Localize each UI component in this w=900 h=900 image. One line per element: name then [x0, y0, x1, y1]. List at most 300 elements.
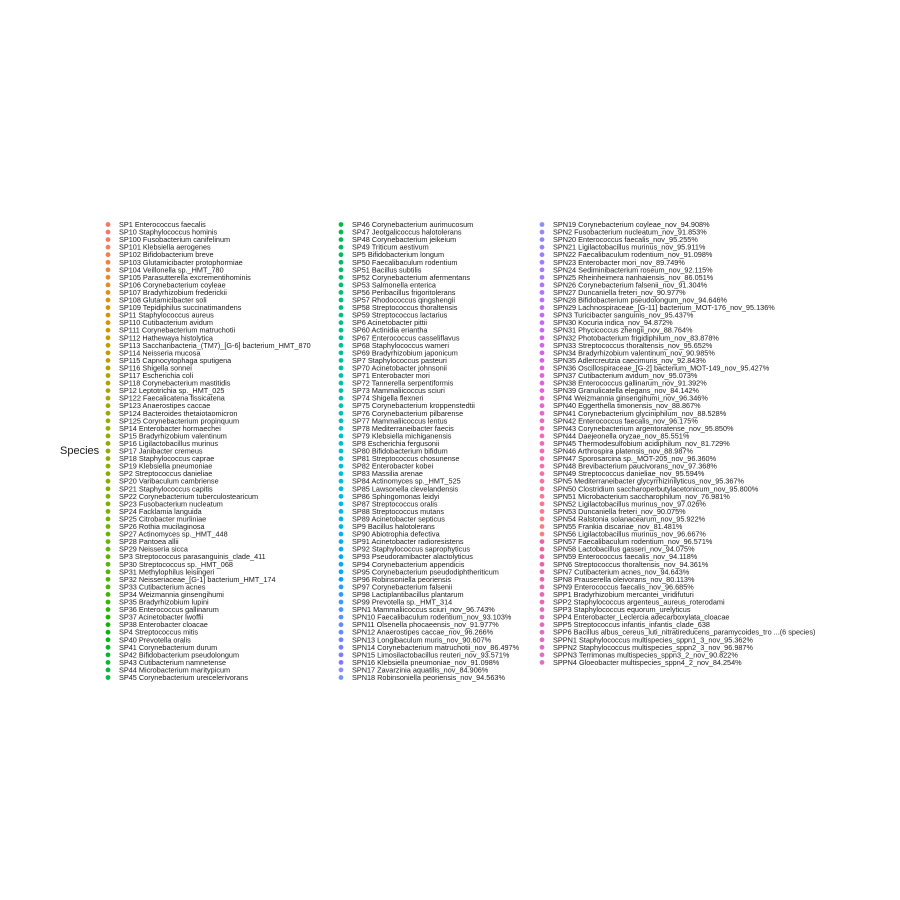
legend-swatch	[339, 479, 344, 484]
legend-swatch	[339, 418, 344, 423]
legend-label: SPN22 Faecalibaculum rodentium_nov_91.098%	[553, 250, 713, 260]
legend-label: SP97 Corynebacterium falsenii	[352, 582, 453, 592]
legend-swatch	[339, 320, 344, 325]
legend-swatch	[106, 645, 111, 650]
legend-label: SP85 Lawsonella clevelandensis	[352, 484, 459, 494]
legend-label: SP98 Lactiplantibacillus plantarum	[352, 589, 464, 599]
legend-swatch	[540, 645, 545, 650]
legend-label: SPN36 Oscillospiraceae_[G-2] bacterium_MOT-149_nov_95.427%	[553, 363, 770, 373]
legend-label: SPP5 Streptococcus infantis_infantis_clade_638	[553, 620, 710, 630]
legend-swatch	[339, 267, 344, 272]
legend-swatch	[339, 290, 344, 295]
legend-label: SPN51 Microbacterium saccharophilum_nov_76.981%	[553, 491, 730, 501]
legend-label: SP86 Sphingomonas leidyi	[352, 491, 440, 501]
legend-label: SP51 Bacillus subtilis	[352, 265, 422, 275]
legend-swatch	[106, 260, 111, 265]
legend-label: SPN25 Rheinheimera nanhaiensis_nov_86.051%	[553, 272, 714, 282]
legend-label: SP29 Neisseria sicca	[119, 544, 188, 554]
legend-label: SP96 Robinsoniella peoriensis	[352, 574, 451, 584]
legend-label: SPN23 Enterobacter mori_nov_89.749%	[553, 257, 685, 267]
legend-swatch	[540, 290, 545, 295]
legend-swatch	[540, 464, 545, 469]
legend-label: SP42 Bifidobacterium pseudolongum	[119, 650, 240, 660]
legend-swatch	[339, 668, 344, 673]
legend-label: SP102 Bifidobacterium breve	[119, 250, 214, 260]
legend-label: SP79 Klebsiella michiganensis	[352, 431, 452, 441]
legend-label: SP26 Rothia mucilaginosa	[119, 522, 205, 531]
legend-label: SP91 Acinetobacter radioresistens	[352, 537, 464, 547]
legend-swatch	[106, 501, 111, 506]
legend-swatch	[106, 524, 111, 529]
legend-swatch	[540, 449, 545, 454]
legend-label: SP40 Prevotella oralis	[119, 635, 191, 645]
legend-swatch	[339, 464, 344, 469]
legend-swatch	[540, 335, 545, 340]
legend-swatch	[106, 637, 111, 642]
legend-label: SPN26 Corynebacterium falsenii_nov_91.304%	[553, 280, 708, 290]
legend-swatch	[106, 486, 111, 491]
legend-swatch	[106, 479, 111, 484]
legend-swatch	[106, 569, 111, 574]
legend-label: SP27 Actinomyces sp._HMT_448	[119, 529, 228, 539]
legend-label: SP22 Corynebacterium tuberculostearicum	[119, 491, 259, 501]
legend-swatch	[339, 411, 344, 416]
legend-swatch	[339, 630, 344, 635]
legend-swatch	[540, 630, 545, 635]
legend-label: SP50 Faecalibaculum rodentium	[352, 257, 458, 267]
legend-label: SP76 Corynebacterium pilbarense	[352, 408, 464, 418]
legend-swatch	[540, 388, 545, 393]
legend-swatch	[106, 230, 111, 235]
legend-swatch	[540, 652, 545, 657]
legend-label: SP125 Corynebacterium propinquum	[119, 416, 240, 426]
legend-swatch	[339, 350, 344, 355]
legend-label: SPN28 Bifidobacterium pseudolongum_nov_94.646%	[553, 295, 728, 305]
legend-swatch	[540, 373, 545, 378]
legend-label: SP72 Tannerella serpentiformis	[352, 378, 454, 388]
legend-swatch	[339, 494, 344, 499]
legend-swatch	[106, 313, 111, 318]
legend-label: SPP1 Bradyrhizobium mercantei_viridifuturi	[553, 589, 694, 599]
legend-swatch	[106, 343, 111, 348]
legend-swatch	[106, 290, 111, 295]
legend-swatch	[339, 652, 344, 657]
legend-label: SP114 Neisseria mucosa	[119, 348, 201, 358]
legend-label: SP82 Enterobacter kobei	[352, 461, 434, 471]
legend-label: SPN27 Duncaniella freteri_nov_90.977%	[553, 287, 686, 297]
legend-swatch	[540, 592, 545, 597]
legend-label: SP3 Streptococcus parasanguinis_clade_411	[119, 552, 266, 562]
legend-label: SP16 Ligilactobacillus murinus	[119, 438, 218, 448]
legend-swatch	[540, 305, 545, 310]
legend-label: SP75 Corynebacterium kroppenstedtii	[352, 401, 475, 411]
legend-label: SP89 Acinetobacter septicus	[352, 514, 445, 524]
legend-label: SPP3 Staphylococcus equorum_urelyticus	[553, 605, 691, 615]
legend-swatch	[106, 509, 111, 514]
legend-swatch	[339, 335, 344, 340]
legend-swatch	[339, 501, 344, 506]
legend-label: SPN30 Kocuria indica_nov_94.872%	[553, 318, 673, 328]
legend-swatch	[339, 660, 344, 665]
legend-swatch	[540, 517, 545, 522]
legend-swatch	[106, 366, 111, 371]
legend-swatch	[540, 486, 545, 491]
legend-swatch	[106, 585, 111, 590]
legend-swatch	[339, 222, 344, 227]
legend-label: SP19 Klebsiella pneumoniae	[119, 461, 213, 471]
legend-swatch	[339, 403, 344, 408]
legend-label: SP93 Pseudoramibacter alactolyticus	[352, 552, 473, 562]
legend-label: SP4 Streptococcus mitis	[119, 627, 199, 637]
legend-label: SP123 Anaerostipes caccae	[119, 401, 211, 411]
legend-swatch	[106, 577, 111, 582]
legend-swatch	[106, 373, 111, 378]
legend-swatch	[106, 456, 111, 461]
legend-label: SP5 Bifidobacterium longum	[352, 250, 445, 260]
legend-label: SP105 Parasutterella excrementihominis	[119, 272, 251, 282]
legend-swatch	[339, 449, 344, 454]
legend-swatch	[339, 366, 344, 371]
legend-swatch	[339, 585, 344, 590]
legend-label: SPPN1 Staphylococcus multispecies_sppn1_3_nov_95.362%	[553, 635, 753, 645]
legend-swatch	[540, 569, 545, 574]
legend-swatch	[540, 501, 545, 506]
legend-swatch	[540, 298, 545, 303]
legend-label: SPN38 Enterococcus gallinarum_nov_91.392%	[553, 378, 707, 388]
legend-swatch	[540, 230, 545, 235]
legend-swatch	[106, 494, 111, 499]
legend-label: SP12 Leptotrichia sp._HMT_025	[119, 386, 225, 396]
legend-label: SP56 Peribacillus frigoritolerans	[352, 287, 456, 297]
legend-swatch	[339, 252, 344, 257]
legend-label: SPN17 Zavarzinia aquatilis_nov_84.906%	[352, 665, 489, 675]
legend-swatch	[540, 252, 545, 257]
legend-label: SPN33 Streptococcus thoraltensis_nov_95.652%	[553, 340, 713, 350]
legend-swatch	[339, 441, 344, 446]
legend-swatch	[540, 479, 545, 484]
legend-label: SPN18 Robinsoniella peoriensis_nov_94.563%	[352, 673, 505, 682]
legend-swatch	[339, 456, 344, 461]
legend-swatch	[540, 343, 545, 348]
legend-label: SP18 Staphylococcus caprae	[119, 454, 215, 464]
legend-swatch	[540, 600, 545, 605]
legend-swatch	[540, 532, 545, 537]
legend-label: SPN3 Turicibacter sanguinis_nov_95.437%	[553, 310, 694, 320]
legend-label: SP83 Massilia arenae	[352, 469, 423, 479]
legend-label: SPN6 Streptococcus thoraltensis_nov_94.361%	[553, 559, 709, 569]
legend-swatch	[339, 532, 344, 537]
legend-label: SP41 Corynebacterium durum	[119, 642, 218, 652]
legend-label: SPN12 Anaerostipes caccae_nov_96.266%	[352, 627, 494, 637]
legend-swatch	[339, 554, 344, 559]
legend-swatch	[106, 350, 111, 355]
legend-label: SPN31 Phycicoccus zhengii_nov_88.764%	[553, 325, 693, 335]
legend-label: SP100 Fusobacterium canifelinum	[119, 235, 231, 245]
legend-swatch	[106, 630, 111, 635]
legend-swatch	[339, 471, 344, 476]
legend-label: SP94 Corynebacterium appendicis	[352, 559, 465, 569]
legend-label: SP101 Klebsiella aerogenes	[119, 242, 211, 252]
legend-swatch	[540, 403, 545, 408]
legend-swatch	[540, 539, 545, 544]
legend-label: SPN2 Fusobacterium nucleatum_nov_91.853%	[553, 227, 707, 237]
legend-label: SP34 Weizmannia ginsengihumi	[119, 589, 224, 599]
legend-label: SP43 Cutibacterium namnetense	[119, 657, 227, 667]
legend-swatch	[540, 494, 545, 499]
legend-label: SP78 Mediterraneibacter faecis	[352, 423, 454, 433]
legend-label: SP118 Corynebacterium mastitidis	[119, 378, 231, 388]
legend-label: SP31 Methylophilus leisingeri	[119, 567, 215, 577]
legend-swatch	[106, 320, 111, 325]
legend-label: SP88 Streptococcus mutans	[352, 506, 445, 516]
legend-swatch	[339, 562, 344, 567]
legend-label: SP70 Acinetobacter johnsonii	[352, 363, 447, 373]
legend-swatch	[106, 396, 111, 401]
legend-swatch	[540, 471, 545, 476]
legend-swatch	[540, 554, 545, 559]
legend-label: SPN10 Faecalibaculum rodentium_nov_93.103%	[352, 612, 512, 622]
legend-label: SPN48 Brevibacterium paucivorans_nov_97.368%	[553, 461, 717, 471]
legend-swatch	[106, 592, 111, 597]
legend-label: SP48 Corynebacterium jeikeium	[352, 235, 457, 245]
legend-label: SP87 Streptococcus oralis	[352, 499, 438, 509]
legend-swatch	[339, 524, 344, 529]
legend-label: SPN11 Olsenella phocaeensis_nov_91.977%	[352, 620, 499, 630]
legend-swatch	[339, 275, 344, 280]
legend-swatch	[106, 275, 111, 280]
legend-label: SP20 Varibaculum cambriense	[119, 476, 219, 486]
legend-label: SPN42 Enterococcus faecalis_nov_96.175%	[553, 416, 698, 426]
legend-swatch	[540, 237, 545, 242]
legend-swatch	[540, 381, 545, 386]
legend-swatch	[540, 577, 545, 582]
legend-swatch	[540, 660, 545, 665]
legend-label: SP59 Streptococcus lactarius	[352, 310, 448, 320]
legend-swatch	[339, 396, 344, 401]
legend-label: SP32 Neisseriaceae_[G-1] bacterium_HMT_174	[119, 574, 276, 584]
legend-swatch	[106, 668, 111, 673]
legend-swatch	[540, 637, 545, 642]
legend-label: SPN39 Granulicatella elegans_nov_84.142%	[553, 386, 700, 396]
legend-label: SPN41 Corynebacterium glyciniphilum_nov_88.528%	[553, 408, 727, 418]
legend-label: SP117 Escherichia coli	[119, 371, 194, 380]
legend-swatch	[339, 298, 344, 303]
legend-label: SP45 Corynebacterium ureicelerivorans	[119, 673, 248, 682]
legend-swatch	[106, 554, 111, 559]
legend-label: SP111 Corynebacterium matruchotii	[119, 325, 236, 335]
legend-entries	[106, 220, 816, 682]
legend-label: SP6 Acinetobacter pittii	[352, 318, 428, 328]
legend-label: SP52 Corynebacterium afermentans	[352, 272, 471, 282]
legend-swatch	[540, 456, 545, 461]
legend-label: SP1 Enterococcus faecalis	[119, 220, 206, 229]
legend-label: SP24 Facklamia languida	[119, 506, 202, 516]
legend-swatch	[339, 381, 344, 386]
legend-swatch	[339, 305, 344, 310]
legend-label: SPN54 Ralstonia solanacearum_nov_95.922%	[553, 514, 706, 524]
legend-label: SPN19 Corynebacterium coyleae_nov_94.908%	[553, 220, 710, 229]
legend-swatch	[106, 675, 111, 680]
legend-swatch	[540, 396, 545, 401]
legend-label: SPN40 Eggerthella timonensis_nov_88.867%	[553, 401, 701, 411]
legend-swatch	[540, 245, 545, 250]
legend-label: SP122 Faecalicatena fissicatena	[119, 393, 225, 403]
legend-label: SPN44 Daejeonella oryzae_nov_85.551%	[553, 431, 690, 441]
legend-swatch	[540, 418, 545, 423]
legend-label: SPN34 Bradyrhizobium valentinum_nov_90.985%	[553, 348, 715, 358]
legend-swatch	[540, 509, 545, 514]
legend-label: SPPN4 Gloeobacter multispecies_sppn4_2_nov_84.254%	[553, 657, 742, 667]
legend-swatch	[540, 547, 545, 552]
legend-label: SP81 Streptococcus chosunense	[352, 454, 460, 464]
legend-label: SP9 Bacillus halotolerans	[352, 522, 435, 531]
legend-swatch	[339, 328, 344, 333]
legend-label: SP107 Bradyrhizobium frederickii	[119, 287, 227, 297]
legend-label: SP113 Saccharibacteria_(TM7)_[G-6] bacterium_HMT_870	[119, 340, 311, 350]
legend-swatch	[339, 283, 344, 288]
legend-label: SP11 Staphylococcus aureus	[119, 310, 214, 320]
legend-swatch	[540, 622, 545, 627]
legend-swatch	[540, 283, 545, 288]
legend-swatch	[339, 343, 344, 348]
legend-swatch	[339, 645, 344, 650]
legend-label: SP60 Actinidia eriantha	[352, 325, 428, 335]
legend-label: SPN53 Duncaniella freteri_nov_90.075%	[553, 506, 686, 516]
legend-label: SP103 Glutamicibacter protophormiae	[119, 257, 243, 267]
legend-swatch	[106, 283, 111, 288]
legend-label: SP104 Veillonella sp._HMT_780	[119, 265, 224, 275]
legend-swatch	[339, 569, 344, 574]
legend-swatch	[339, 313, 344, 318]
legend-swatch	[339, 615, 344, 620]
legend-label: SPN4 Weizmannia ginsengihumi_nov_96.346%	[553, 393, 708, 403]
legend-label: SP109 Tepidiphilus succinatimandens	[119, 303, 242, 313]
legend-swatch	[540, 411, 545, 416]
legend-label: SPN59 Enterococcus faecalis_nov_94.118%	[553, 552, 698, 562]
legend-label: SP84 Actinomyces sp._HMT_525	[352, 476, 461, 486]
legend-label: SPN20 Enterococcus faecalis_nov_95.255%	[553, 235, 698, 245]
legend-label: SP38 Enterobacter cloacae	[119, 620, 208, 630]
legend-label: SP33 Cutibacterium acnes	[119, 582, 206, 592]
legend-label: SP2 Streptococcus danieliae	[119, 469, 213, 479]
legend-swatch	[540, 441, 545, 446]
legend-swatch	[106, 607, 111, 612]
legend-label: SPN45 Thermodesulfobium acidiphilum_nov_81.729%	[553, 438, 730, 448]
legend-label: SP67 Enterococcus casseliflavus	[352, 333, 460, 343]
legend-label: SP30 Streptococcus sp._HMT_068	[119, 559, 233, 569]
legend-swatch	[540, 524, 545, 529]
legend-label: SP90 Abiotrophia defectiva	[352, 529, 440, 539]
legend-swatch	[339, 577, 344, 582]
legend-swatch	[106, 222, 111, 227]
legend-label: SP49 Triticum aestivum	[352, 242, 429, 252]
legend-swatch	[106, 449, 111, 454]
legend-swatch	[339, 486, 344, 491]
legend-label: SP21 Staphylococcus capitis	[119, 484, 213, 494]
legend-label: SP95 Corynebacterium pseudodiphtheriticum	[352, 567, 499, 577]
legend-swatch	[540, 585, 545, 590]
legend-label: SPN21 Ligilactobacillus murinus_nov_95.911%	[553, 242, 706, 252]
legend-label: SP77 Mammaliicoccus lentus	[352, 416, 448, 426]
legend-label: SP17 Janibacter cremeus	[119, 446, 203, 456]
legend-swatch	[540, 275, 545, 280]
legend-swatch	[339, 358, 344, 363]
legend-swatch	[106, 358, 111, 363]
legend-label: SP124 Bacteroides thetaiotaomicron	[119, 408, 238, 418]
legend-swatch	[540, 313, 545, 318]
legend-swatch	[339, 600, 344, 605]
legend-label: SPN9 Enterococcus faecalis_nov_96.685%	[553, 582, 694, 592]
legend-label: SPN47 Sporosarcina sp._MOT-205_nov_96.360%	[553, 454, 717, 464]
legend-label: SPN14 Corynebacterium matruchotii_nov_86.497%	[352, 642, 520, 652]
legend-swatch	[106, 547, 111, 552]
legend-label: SPN46 Arthrospira platensis_nov_88.987%	[553, 446, 693, 456]
legend-swatch	[540, 426, 545, 431]
legend-label: SPN56 Ligilactobacillus murinus_nov_96.667%	[553, 529, 706, 539]
legend-label: SP106 Corynebacterium coyleae	[119, 280, 226, 290]
legend-label: SP68 Staphylococcus warneri	[352, 340, 449, 350]
legend-label: SP37 Acinetobacter lwoffii	[119, 612, 204, 622]
legend-swatch	[106, 532, 111, 537]
legend-label: SP115 Capnocytophaga sputigena	[119, 355, 232, 365]
legend-swatch	[106, 298, 111, 303]
legend-label: SPN35 Adlercreutzia caecimuris_nov_92.843%	[553, 355, 706, 365]
legend-swatch	[339, 539, 344, 544]
legend-swatch	[106, 600, 111, 605]
legend-label: SPN1 Mammaliicoccus sciuri_nov_96.743%	[352, 605, 495, 615]
legend-label: SPP4 Enterobacter_Leclercia adecarboxylata_cloacae	[553, 612, 730, 622]
legend-swatch	[339, 592, 344, 597]
legend-label: SP116 Shigella sonnei	[119, 363, 192, 373]
legend-label: SP99 Prevotella sp._HMT_314	[352, 597, 453, 607]
legend-swatch	[106, 305, 111, 310]
legend-label: SPN16 Klebsiella pneumoniae_nov_91.098%	[352, 657, 500, 667]
legend-swatch	[106, 411, 111, 416]
legend-swatch	[540, 320, 545, 325]
legend-label: SP8 Escherichia fergusonii	[352, 438, 440, 448]
legend-label: SPN32 Photobacterium frigidiphilum_nov_83.878%	[553, 333, 719, 343]
legend-swatch	[339, 237, 344, 242]
legend-label: SPN7 Cutibacterium acnes_nov_94.643%	[553, 567, 690, 577]
legend-label: SP73 Mammaliicoccus sciuri	[352, 386, 445, 396]
legend-swatch	[106, 622, 111, 627]
legend-swatch	[106, 237, 111, 242]
legend-label: SP15 Bradyrhizobium valentinum	[119, 431, 227, 441]
legend-swatch	[540, 562, 545, 567]
legend-label: SPN52 Ligilactobacillus murinus_nov_97.026%	[553, 499, 706, 509]
legend-swatch	[540, 358, 545, 363]
legend-swatch	[339, 637, 344, 642]
legend-swatch	[339, 622, 344, 627]
legend-swatch	[106, 615, 111, 620]
legend-swatch	[106, 267, 111, 272]
legend-swatch	[339, 607, 344, 612]
legend-label: SPN50 Clostridium saccharoperbutylacetonicum_nov_95.800%	[553, 484, 759, 494]
legend-label: SP36 Enterococcus gallinarum	[119, 605, 219, 615]
legend-swatch	[106, 539, 111, 544]
legend-swatch	[540, 434, 545, 439]
legend-swatch	[540, 222, 545, 227]
legend-swatch	[106, 434, 111, 439]
legend-swatch	[106, 252, 111, 257]
legend-swatch	[106, 660, 111, 665]
legend-label: SPN55 Frankia discariae_nov_81.481%	[553, 522, 683, 531]
legend-swatch	[339, 509, 344, 514]
legend-swatch	[339, 373, 344, 378]
legend-label: SP53 Salmonella enterica	[352, 280, 436, 290]
legend-label: SPN37 Cutibacterium avidum_nov_95.073%	[553, 371, 698, 380]
legend-label: SPN29 Lachnospiraceae_[G-11] bacterium_MOT-176_nov_95.136%	[553, 303, 775, 313]
